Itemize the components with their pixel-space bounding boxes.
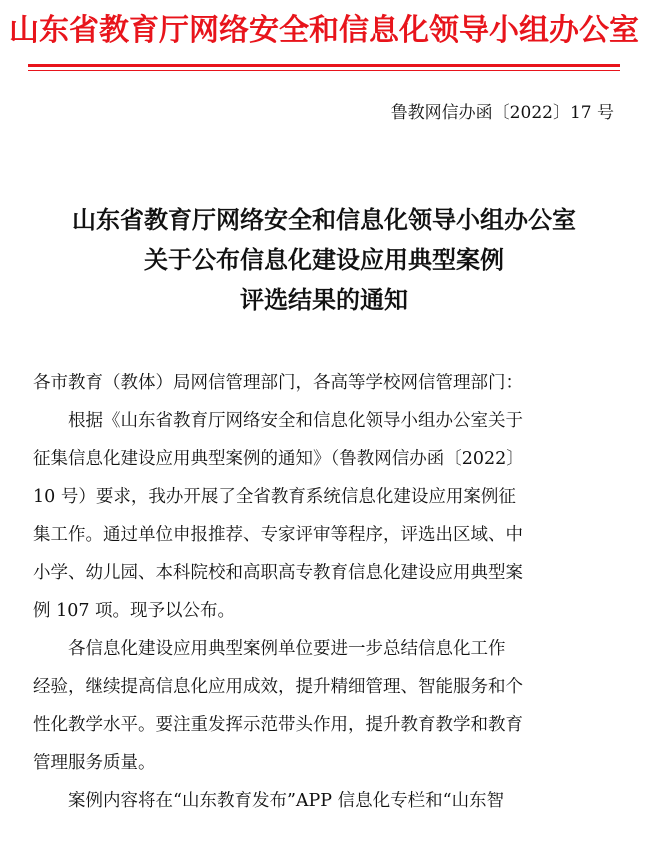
document-number: 鲁教网信办函〔2022〕17 号 <box>390 103 614 123</box>
title-line: 山东省教育厅网络安全和信息化领导小组办公室 <box>72 205 576 234</box>
document-title <box>0 200 648 320</box>
letterhead-red-rule-thin <box>28 70 620 71</box>
title-line: 关于公布信息化建设应用典型案例 <box>144 245 504 274</box>
body-line: 征集信息化建设应用典型案例的通知》（鲁教网信办函〔2022〕 <box>33 449 524 469</box>
body-line: 案例内容将在“山东教育发布”APP 信息化专栏和“山东智 <box>68 791 505 811</box>
body-line: 小学、幼儿园、本科院校和高职高专教育信息化建设应用典型案 <box>33 563 523 583</box>
paragraph-1 <box>33 402 615 630</box>
body-line: 性化教学水平。要注重发挥示范带头作用，提升教育教学和教育 <box>33 715 523 735</box>
body-line: 根据《山东省教育厅网络安全和信息化领导小组办公室关于 <box>68 411 523 431</box>
body-line: 管理服务质量。 <box>33 753 156 773</box>
body-line: 集工作。通过单位申报推荐、专家评审等程序，评选出区域、中 <box>33 525 523 545</box>
body-line: 各信息化建设应用典型案例单位要进一步总结信息化工作 <box>68 639 506 659</box>
document-body <box>33 364 615 820</box>
salutation: 各市教育（教体）局网信管理部门，各高等学校网信管理部门： <box>33 373 523 393</box>
letterhead-red-rule-thick <box>28 64 620 67</box>
body-line: 10 号）要求，我办开展了全省教育系统信息化建设应用案例征 <box>33 487 516 507</box>
body-line: 例 107 项。现予以公布。 <box>33 601 236 621</box>
body-line: 经验，继续提高信息化应用成效，提升精细管理、智能服务和个 <box>33 677 523 697</box>
paragraph-2 <box>33 630 615 782</box>
title-line: 评选结果的通知 <box>240 285 408 314</box>
letterhead-title: 山东省教育厅网络安全和信息化领导小组办公室 <box>9 13 639 48</box>
paragraph-3 <box>33 782 615 820</box>
